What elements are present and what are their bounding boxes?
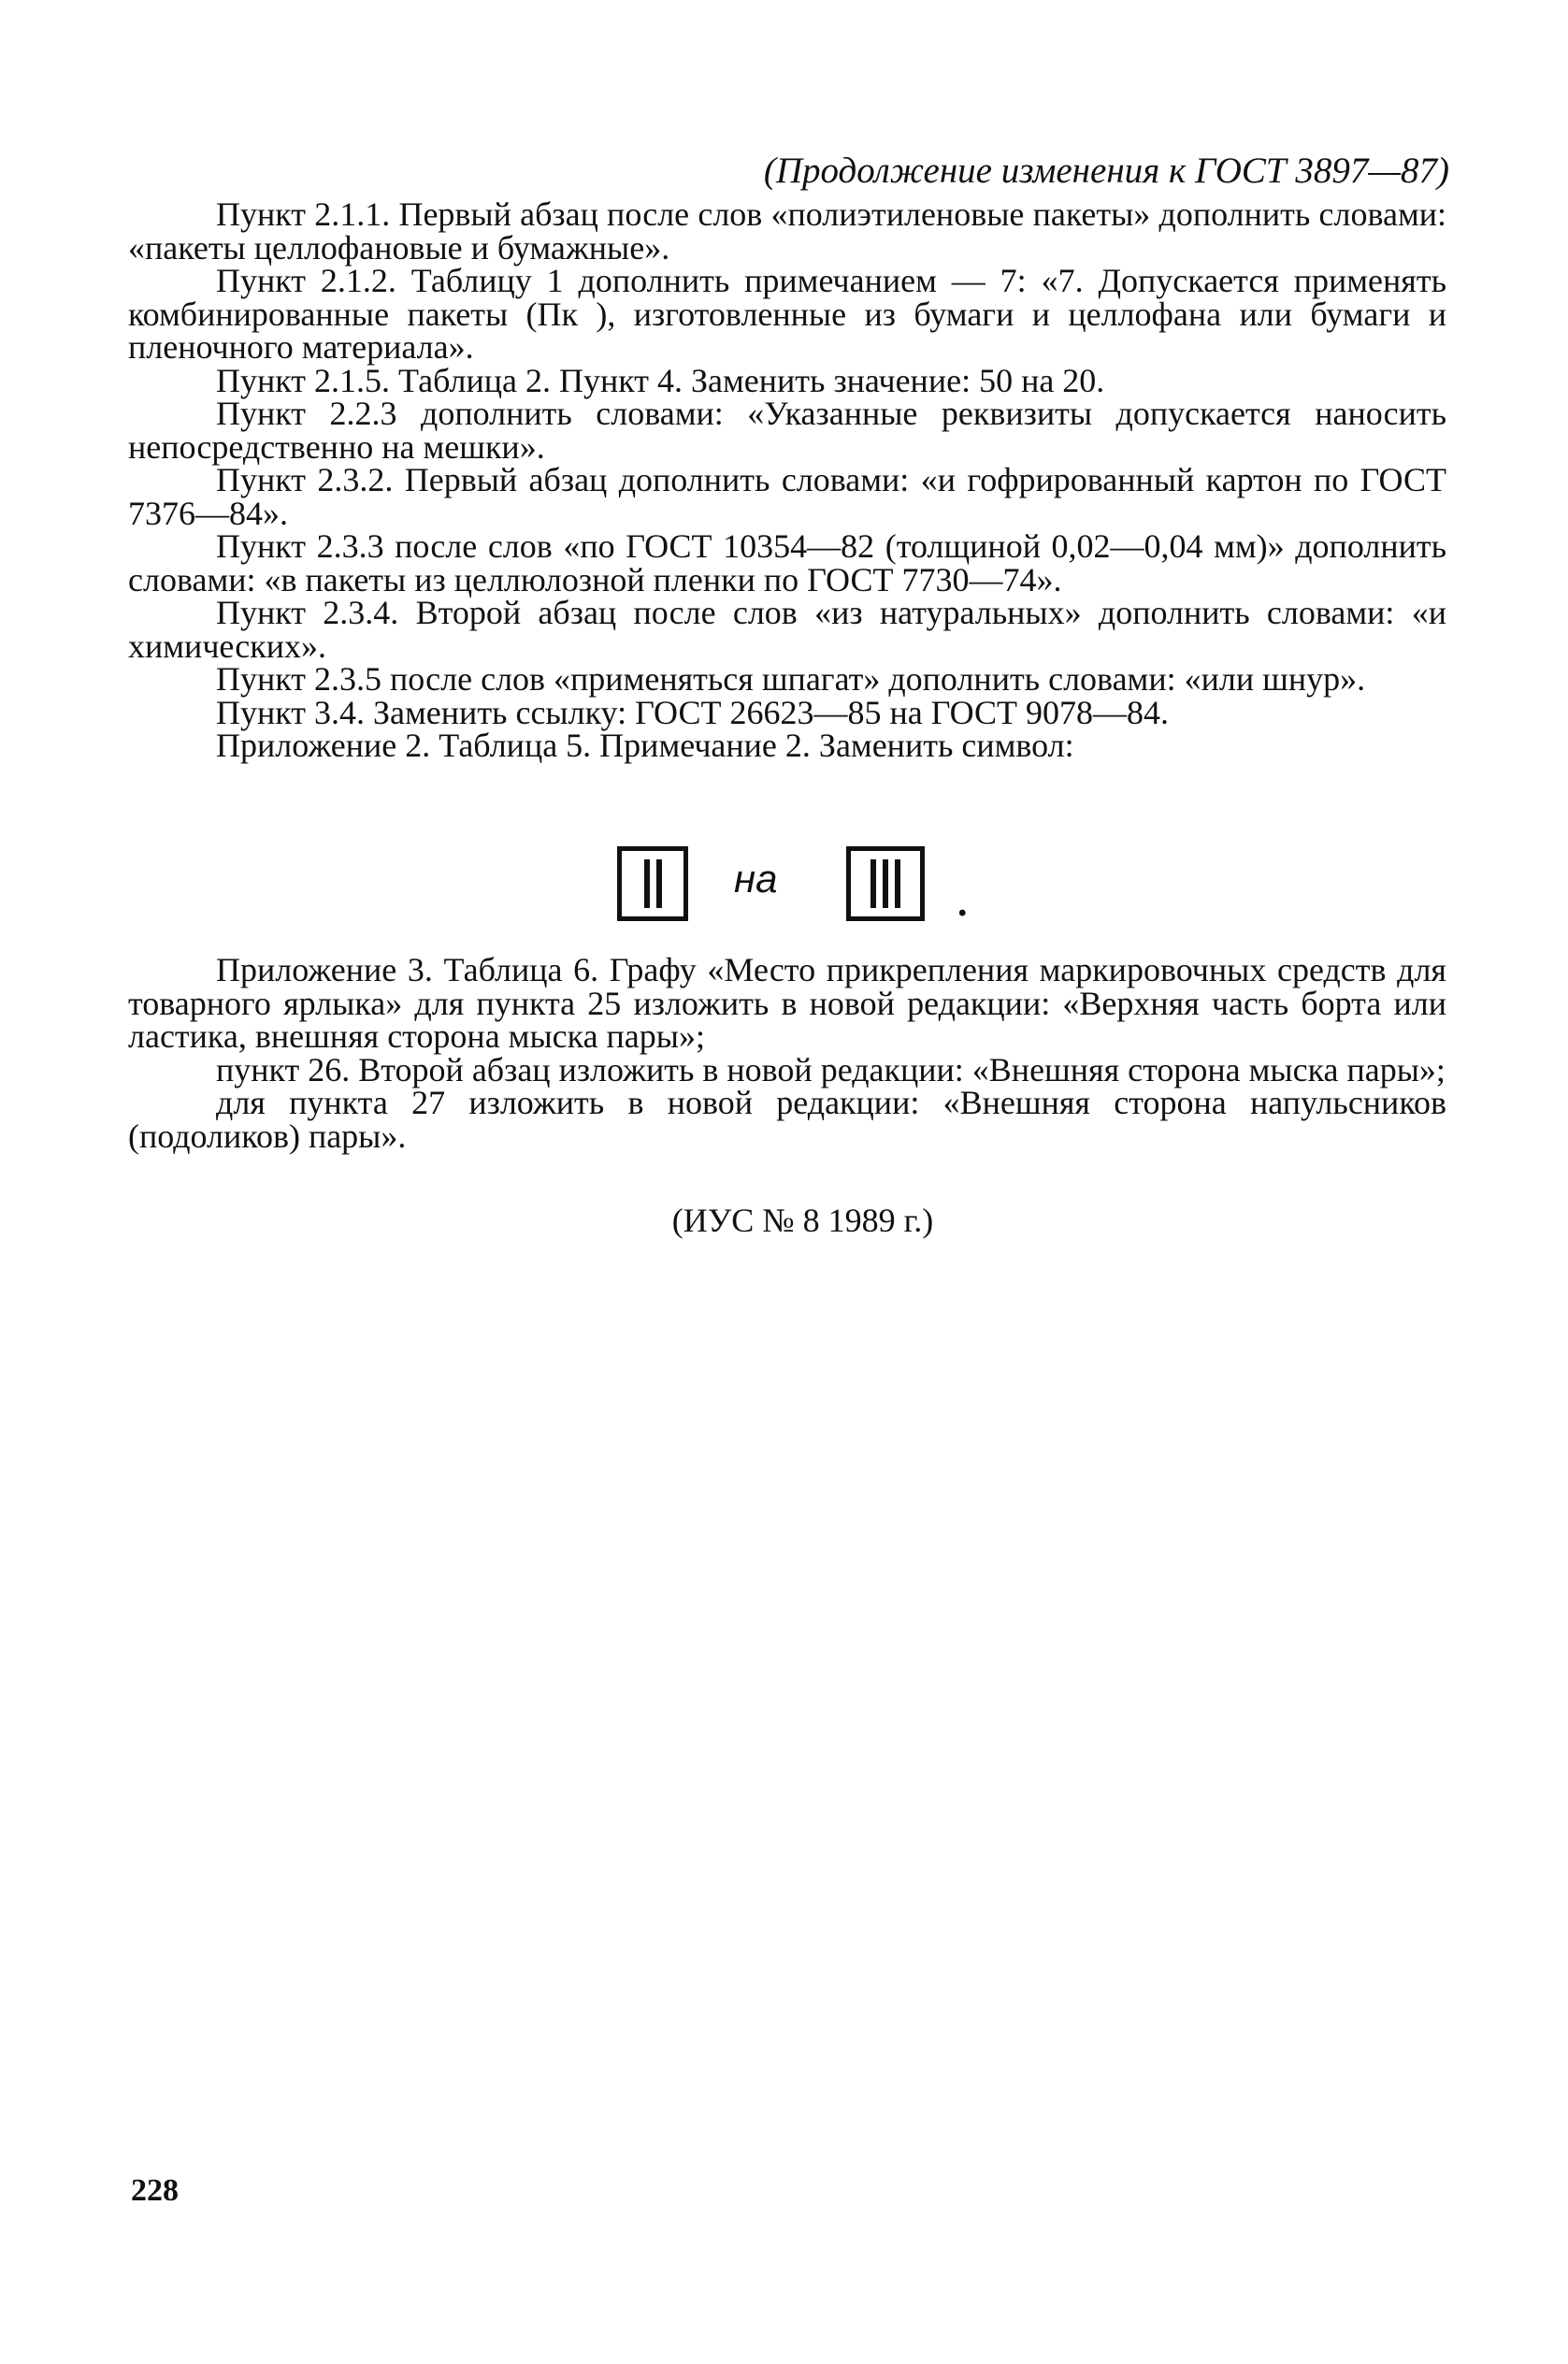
paragraph-2-1-1: Пункт 2.1.1. Первый абзац после слов «полиэтиленовые пакеты» дополнить словами: «пакеты целлофановые и бумажные».: [128, 195, 1446, 267]
symbol-bar: [895, 859, 900, 908]
paragraph-2-3-5: Пункт 2.3.5 после слов «применяться шпагат» дополнить словами: «или шнур».: [216, 660, 1366, 698]
paragraph-appendix-2: Приложение 2. Таблица 5. Примечание 2. Заменить символ:: [216, 727, 1074, 764]
symbol-bar: [656, 859, 662, 908]
paragraph-appendix-3: Приложение 3. Таблица 6. Графу «Место прикрепления маркировочных средств для товарного ярлыка» для пункта 25 изложить в новой редакции: «Верхняя часть борта или ластика, внешняя сторона мыска пары»;: [128, 951, 1446, 1055]
three-bars-symbol-icon: [846, 846, 925, 921]
two-bars-symbol-icon: [617, 846, 688, 921]
page-number: 228: [131, 2173, 179, 2208]
symbol-bar: [883, 859, 888, 908]
paragraph-item-27: для пункта 27 изложить в новой редакции: «Внешняя сторона напульсников (подоликов) пары».: [128, 1084, 1446, 1155]
body-text-section-1: [128, 195, 1446, 764]
source-reference: (ИУС № 8 1989 г.): [671, 1202, 934, 1239]
paragraph-2-3-4: Пункт 2.3.4. Второй абзац после слов «из натуральных» дополнить словами: «и химических».: [128, 594, 1446, 665]
page-header-continuation: (Продолжение изменения к ГОСТ 3897—87): [763, 151, 1449, 191]
symbol-replacement-word: на: [734, 857, 778, 901]
paragraph-2-2-3: Пункт 2.2.3 дополнить словами: «Указанные реквизиты допускается наносить непосредственно на мешки».: [128, 395, 1446, 466]
symbol-bar: [870, 859, 876, 908]
paragraph-item-26: пункт 26. Второй абзац изложить в новой редакции: «Внешняя сторона мыска пары»;: [216, 1050, 1446, 1088]
body-text-section-2: [128, 951, 1446, 1155]
symbol-replacement-row: [0, 835, 1568, 938]
paragraph-2-3-3: Пункт 2.3.3 после слов «по ГОСТ 10354—82 (толщиной 0,02—0,04 мм)» дополнить словами: «в пакеты из целлюлозной пленки по ГОСТ 7730—74».: [128, 527, 1446, 598]
paragraph-2-1-5: Пункт 2.1.5. Таблица 2. Пункт 4. Заменить значение: 50 на 20.: [216, 361, 1105, 399]
paragraph-2-1-2: Пункт 2.1.2. Таблицу 1 дополнить примечанием — 7: «7. Допускается применять комбинированные пакеты (Пк ), изготовленные из бумаги и целлофана или бумаги и пленочного материала».: [128, 262, 1446, 366]
paragraph-2-3-2: Пункт 2.3.2. Первый абзац дополнить словами: «и гофрированный картон по ГОСТ 7376—84».: [128, 461, 1446, 532]
symbol-trailing-period: .: [957, 882, 968, 925]
symbol-bar: [644, 859, 650, 908]
paragraph-3-4: Пункт 3.4. Заменить ссылку: ГОСТ 26623—85 на ГОСТ 9078—84.: [216, 693, 1170, 731]
